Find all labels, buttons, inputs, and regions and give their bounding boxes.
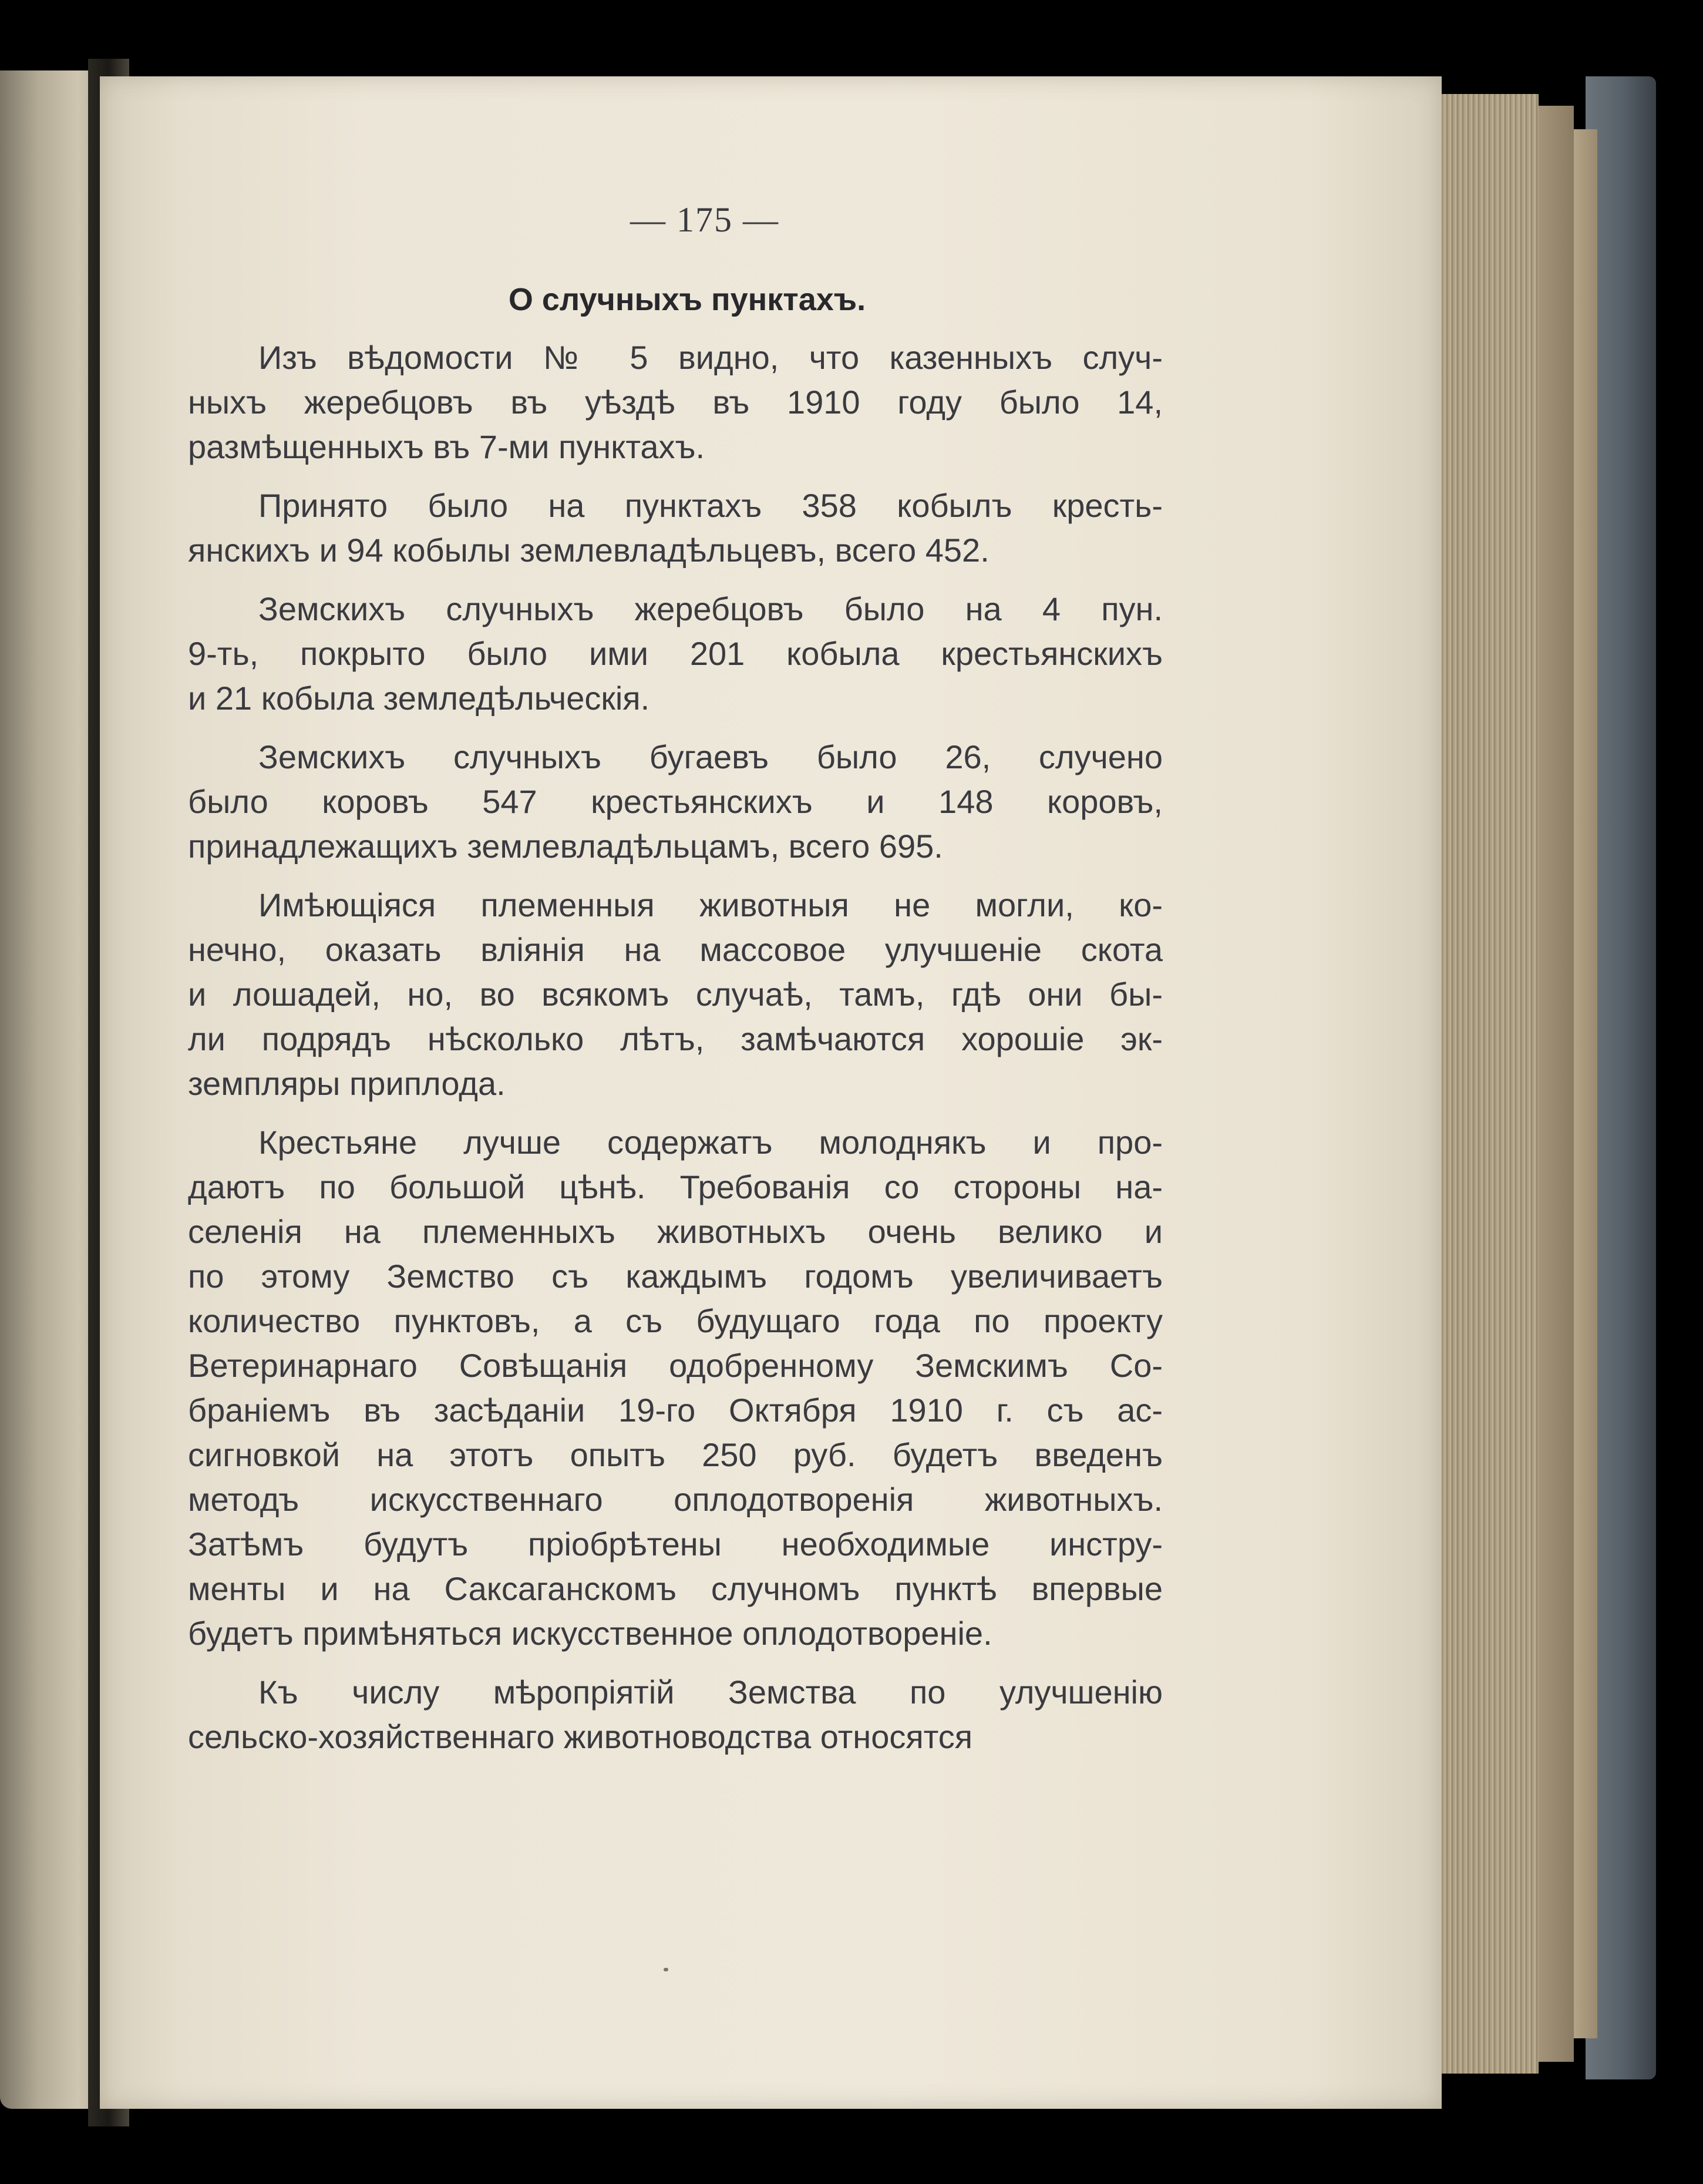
text-line: Земскихъ случныхъ жеребцовъ было на 4 пун. (258, 590, 1163, 627)
page-stack-edge (1574, 129, 1597, 2038)
text-line: Земскихъ случныхъ бугаевъ было 26, случено (258, 738, 1163, 775)
section-heading: О случныхъ пунктахъ. (508, 282, 866, 317)
text-line: нечно, оказать вліянія на массовое улучшеніе скота (188, 931, 1163, 968)
text-line: принадлежащихъ землевладѣльцамъ, всего 695. (188, 828, 943, 865)
text-line: Ветеринарнаго Совѣщанія одобренному Земскимъ Со- (188, 1347, 1163, 1384)
text-line: ныхъ жеребцовъ въ уѣздѣ въ 1910 году было 14, (188, 384, 1163, 421)
ink-speck (664, 1968, 668, 1971)
text-line: методъ искусственнаго оплодотворенія животныхъ. (188, 1481, 1163, 1518)
text-line: браніемъ въ засѣданіи 19-го Октября 1910 г. съ ас- (188, 1392, 1163, 1429)
page-stack-edge (1539, 106, 1574, 2062)
text-line: и лошадей, но, во всякомъ случаѣ, тамъ, гдѣ они бы- (188, 976, 1163, 1013)
paragraphs (188, 335, 1163, 1759)
text-line: Имѣющіяся племенныя животныя не могли, ко- (258, 886, 1163, 923)
text-line: и 21 кобыла земледѣльческія. (188, 680, 650, 717)
text-line: Принято было на пунктахъ 358 кобылъ кресть- (258, 487, 1163, 524)
text-line: количество пунктовъ, а съ будущаго года по проекту (188, 1302, 1163, 1339)
page-text (188, 200, 1163, 1773)
text-line: Изъ вѣдомости № 5 видно, что казенныхъ случ- (258, 339, 1163, 376)
text-line: земпляры приплода. (188, 1065, 506, 1102)
text-line: размѣщенныхъ въ 7-ми пунктахъ. (188, 428, 705, 465)
text-line: янскихъ и 94 кобылы землевладѣльцевъ, всего 452. (188, 532, 990, 569)
page-stack (1433, 94, 1539, 2074)
paragraph (188, 735, 1163, 869)
text-line: 9-ть, покрыто было ими 201 кобыла крестьянскихъ (188, 635, 1163, 672)
text-line: селенія на племенныхъ животныхъ очень велико и (188, 1213, 1163, 1250)
paragraph (188, 483, 1163, 573)
paragraph (188, 335, 1163, 469)
text-line: сельско-хозяйственнаго животноводства относятся (188, 1718, 973, 1755)
paragraph (188, 883, 1163, 1106)
text-line: было коровъ 547 крестьянскихъ и 148 коровъ, (188, 783, 1163, 820)
paragraph (188, 1120, 1163, 1656)
page-number: — 175 — (630, 200, 779, 239)
text-line: Къ числу мѣропріятій Земства по улучшенію (258, 1674, 1163, 1711)
paragraph (188, 1670, 1163, 1759)
text-line: менты и на Саксаганскомъ случномъ пунктѣ впервые (188, 1570, 1163, 1607)
text-line: будетъ примѣняться искусственное оплодотвореніе. (188, 1615, 992, 1652)
paragraph (188, 587, 1163, 721)
text-line: даютъ по большой цѣнѣ. Требованія со стороны на- (188, 1168, 1163, 1205)
text-line: Крестьяне лучше содержатъ молоднякъ и про- (258, 1124, 1163, 1161)
text-line: Затѣмъ будутъ пріобрѣтены необходимые инстру- (188, 1526, 1163, 1563)
text-line: ли подрядъ нѣсколько лѣтъ, замѣчаются хорошіе эк- (188, 1020, 1163, 1057)
text-line: по этому Земство съ каждымъ годомъ увеличиваетъ (188, 1258, 1163, 1295)
text-line: сигновкой на этотъ опытъ 250 руб. будетъ введенъ (188, 1436, 1163, 1473)
